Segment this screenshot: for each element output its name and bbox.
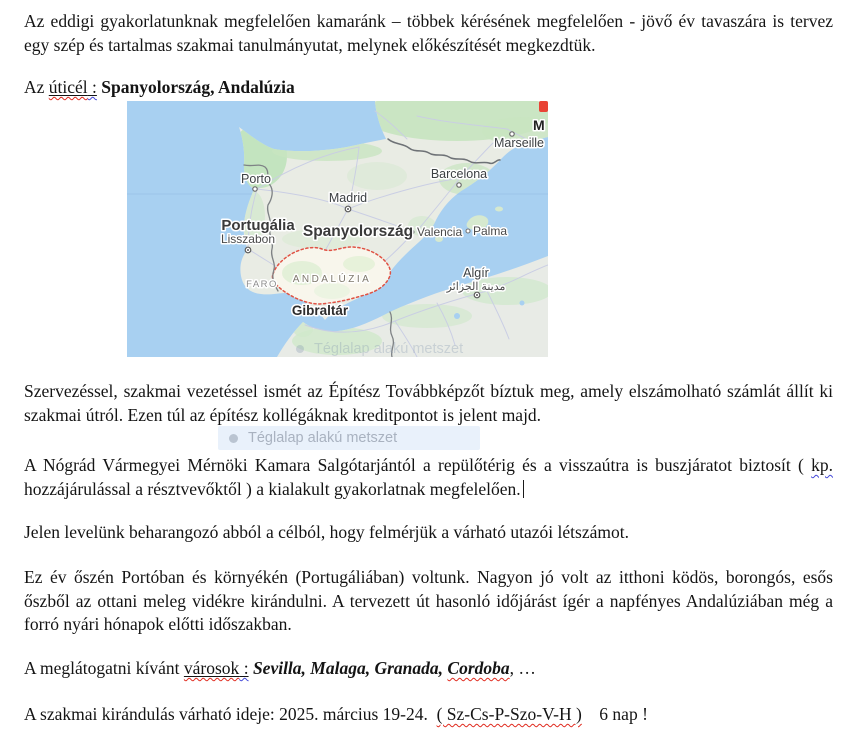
map-image[interactable] [127,101,548,357]
valencia-label: Valencia [417,225,463,239]
text-segment: A Nógrád Vármegyei Mérnöki Kamara Salgótarjántól a repülőtérig és a visszaútra is buszjáratot biztosít ( [24,455,812,475]
monaco-cut-label: M [533,117,545,133]
lisszabon-capital-marker [245,247,251,253]
paragraph-destination [24,76,833,100]
shape-tooltip-text: Téglalap alakú metszet [248,430,398,446]
destination-bold: Spanyolország, Andalúzia [101,77,295,97]
text-segment: 6 nap ! [581,704,648,724]
madrid-capital-marker [345,206,351,212]
cities-bold-italic [253,658,510,678]
shape-tooltip [218,426,480,450]
algir-arabic-label: مدينة الجزائر [446,281,506,293]
spellcheck-word-cordoba: Cordoba [447,658,510,678]
gibraltar-label: Gibraltár [291,303,349,318]
spellcheck-word-varosok: városok [183,658,240,678]
paragraph-survey: Jelen levelünk beharangozó abból a célból, hogy felmérjük a várható utazói létszámot. [24,522,629,542]
text-segment: hozzájárulással a résztvevőktől ) a kialakult gyakorlatnak megfelelően. [24,478,521,499]
text-segment: , … [509,658,536,678]
ghost-tooltip-text: Téglalap alakú metszet [314,341,464,357]
paragraph-bus [24,454,833,501]
palma-label: Palma [473,224,508,238]
algir-capital-marker [474,292,480,298]
madrid-label: Madrid [328,191,368,205]
bullet-icon [229,434,238,443]
grammarcheck-kp: kp. [811,455,833,475]
palma-marker [466,229,470,233]
porto-label: Porto [241,172,271,186]
text-segment: Az [24,77,49,97]
grammarcheck-colon: : [239,658,249,678]
grammarcheck-colon: : [87,77,97,97]
spanyolorszag-label: Spanyolország [302,223,414,240]
paragraph-cities [24,657,833,681]
portugalia-label: Portugália [221,217,295,234]
ghost-tooltip [296,338,463,360]
underlined-word [49,77,97,97]
faro-label: FARO [246,279,278,290]
porto-marker [253,187,257,191]
bullet-icon [296,345,304,353]
algir-label: Algír [463,266,489,280]
text-segment: A meglátogatni kívánt [24,658,184,678]
map-red-fragment [539,101,548,112]
lisszabon-label: Lisszabon [220,232,276,246]
underlined-word [184,658,249,678]
paragraph-organizer: Szervezéssel, szakmai vezetéssel ismét az Építész Továbbképzőt bíztuk meg, amely elszámolható számlát állít ki szakmai útról. Ezen túl az építész kollégáknak kreditpontot is jelent majd. [24,381,833,425]
spellcheck-days: ( Sz-Cs-P-Szo-V-H ) [436,704,582,724]
barcelona-label: Barcelona [430,167,488,181]
text-cursor [523,480,524,498]
paragraph-date [24,703,833,727]
paragraph-porto-trip: Ez év őszén Portóban és környékén (Portugáliában) voltunk. Nagyon jó volt az itthoni ködös, borongós, esős őszből az ottani meleg vidékre kirándulni. A tervezett út hasonló időjárást ígér a napfényes Andalúziában még a forró nyári hónapok előtti időszakban. [24,567,833,634]
andaluzia-label: ANDALÚZIA [292,274,372,285]
text-segment: Sevilla, Malaga, Granada, [252,658,448,678]
marseille-label: Marseille [493,136,545,150]
text-segment: A szakmai kirándulás várható ideje: 2025. március 19-24. [24,704,437,724]
paragraph-intro: Az eddigi gyakorlatunknak megfelelően kamaránk – többek kérésének megfelelően - jövő év tavaszára is tervez egy szép és tartalmas szakmai tanulmányutat, melynek előkészítését megkezdtük. [24,11,833,55]
barcelona-marker [457,183,461,187]
spellcheck-word-uticel: úticél [48,77,88,97]
